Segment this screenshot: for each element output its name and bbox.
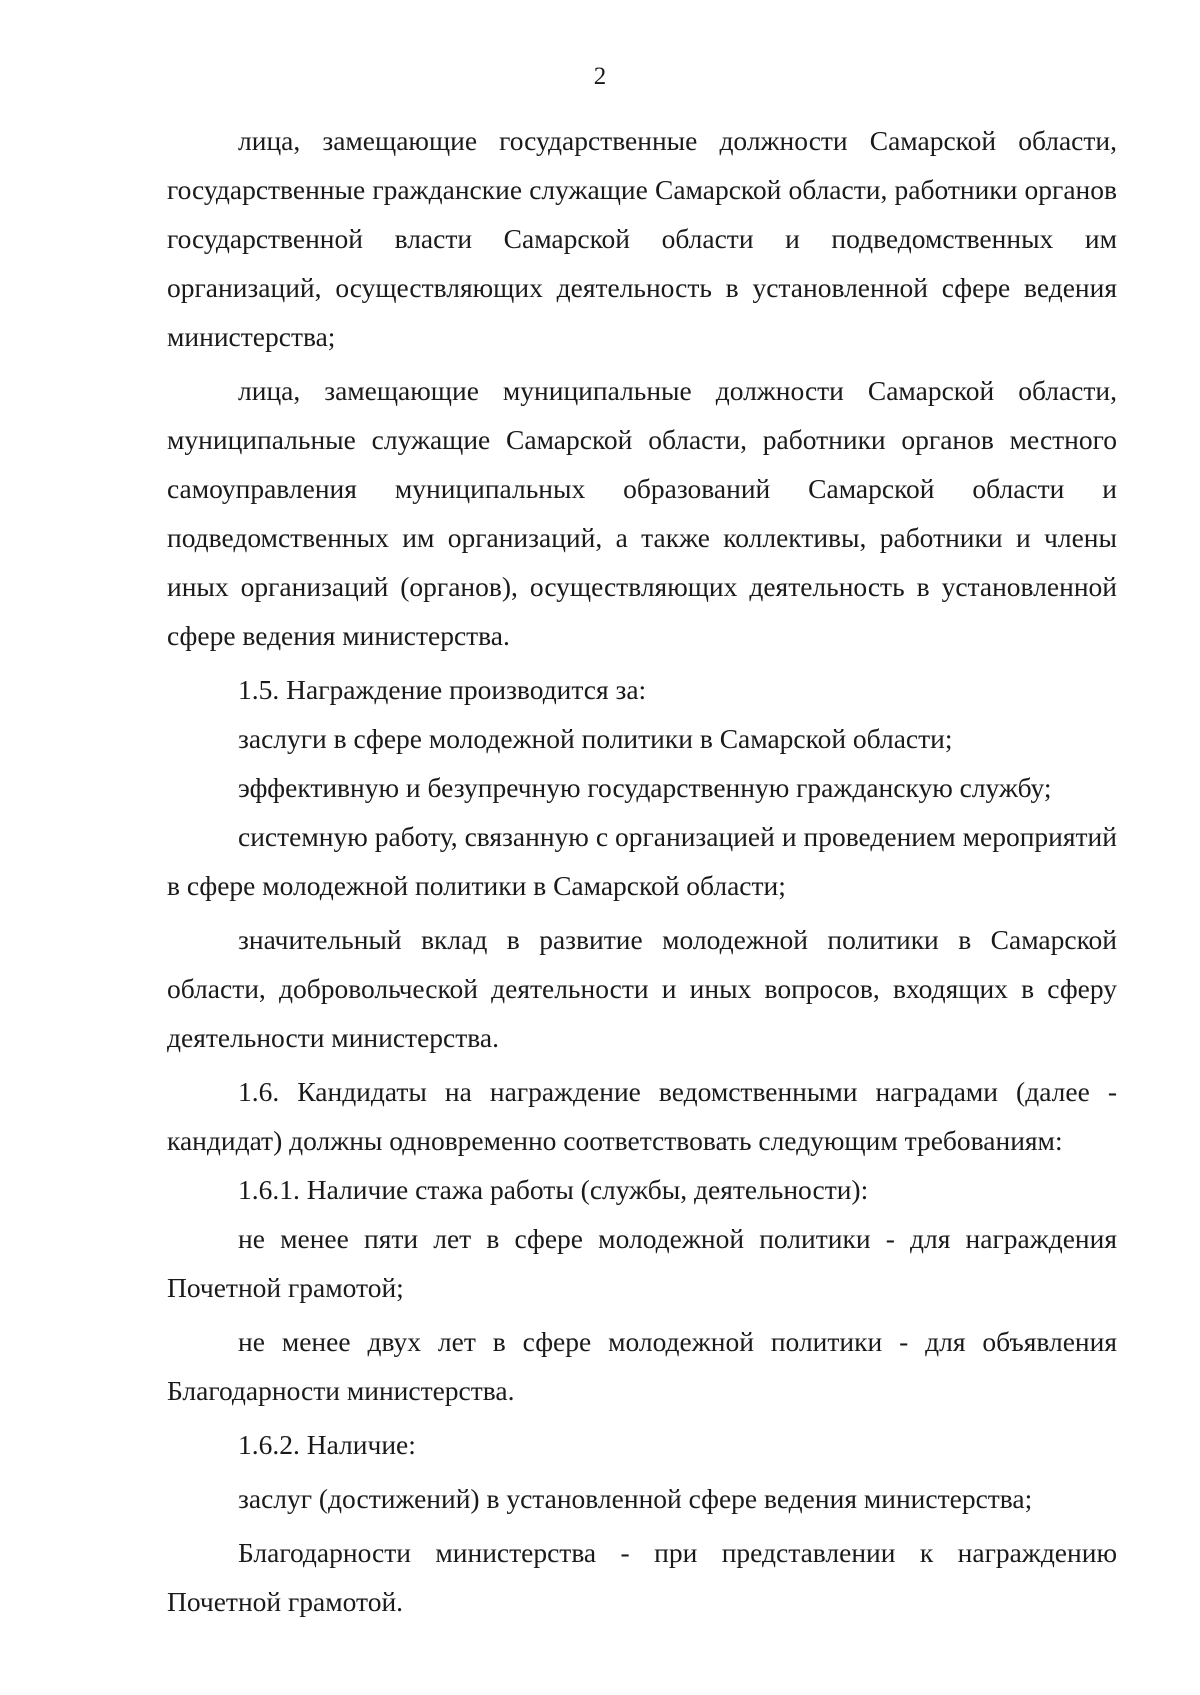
page-number: 2	[593, 63, 607, 90]
paragraph-merits-youth-policy: заслуги в сфере молодежной политики в Самарской области;	[238, 723, 953, 754]
paragraph-five-years: не менее пяти лет в сфере молодежной политики - для награждения Почетной грамотой;	[167, 1223, 1117, 1303]
paragraph-systematic-work: системную работу, связанную с организацией и проведением мероприятий в сфере молодежной политики в Самарской области;	[167, 821, 1117, 901]
paragraph-merits-achievements: заслуг (достижений) в установленной сфере ведения министерства;	[238, 1483, 1033, 1514]
paragraph-state-officials: лица, замещающие государственные должности Самарской области, государственные гражданские служащие Самарской области, работники органов государственной власти Самарской области и подведомственных им организаций, осуществляющих деятельность в установленной сфере ведения министерства;	[167, 125, 1117, 352]
paragraph-1-5-heading: 1.5. Награждение производится за:	[238, 674, 647, 705]
paragraph-ministry-gratitude: Благодарности министерства - при представлении к награждению Почетной грамотой.	[167, 1537, 1117, 1617]
paragraph-1-6-1-experience: 1.6.1. Наличие стажа работы (службы, деятельности):	[238, 1174, 869, 1205]
paragraph-1-6-2-presence: 1.6.2. Наличие:	[238, 1429, 416, 1460]
paragraph-civil-service: эффективную и безупречную государственную гражданскую службу;	[238, 772, 1052, 803]
paragraph-significant-contribution: значительный вклад в развитие молодежной политики в Самарской области, добровольческой деятельности и иных вопросов, входящих в сферу деятельности министерства.	[167, 924, 1117, 1053]
paragraph-1-6-candidates: 1.6. Кандидаты на награждение ведомственными наградами (далее - кандидат) должны одновременно соответствовать следующим требованиям:	[167, 1076, 1117, 1156]
document-body	[167, 116, 1117, 1626]
paragraph-two-years: не менее двух лет в сфере молодежной политики - для объявления Благодарности министерства.	[167, 1326, 1117, 1406]
paragraph-municipal-officials: лица, замещающие муниципальные должности Самарской области, муниципальные служащие Самарской области, работники органов местного самоуправления муниципальных образований Самарской области и подведомственных им организаций, а также коллективы, работники и члены иных организаций (органов), осуществляющих деятельность в установленной сфере ведения министерства.	[167, 375, 1117, 651]
